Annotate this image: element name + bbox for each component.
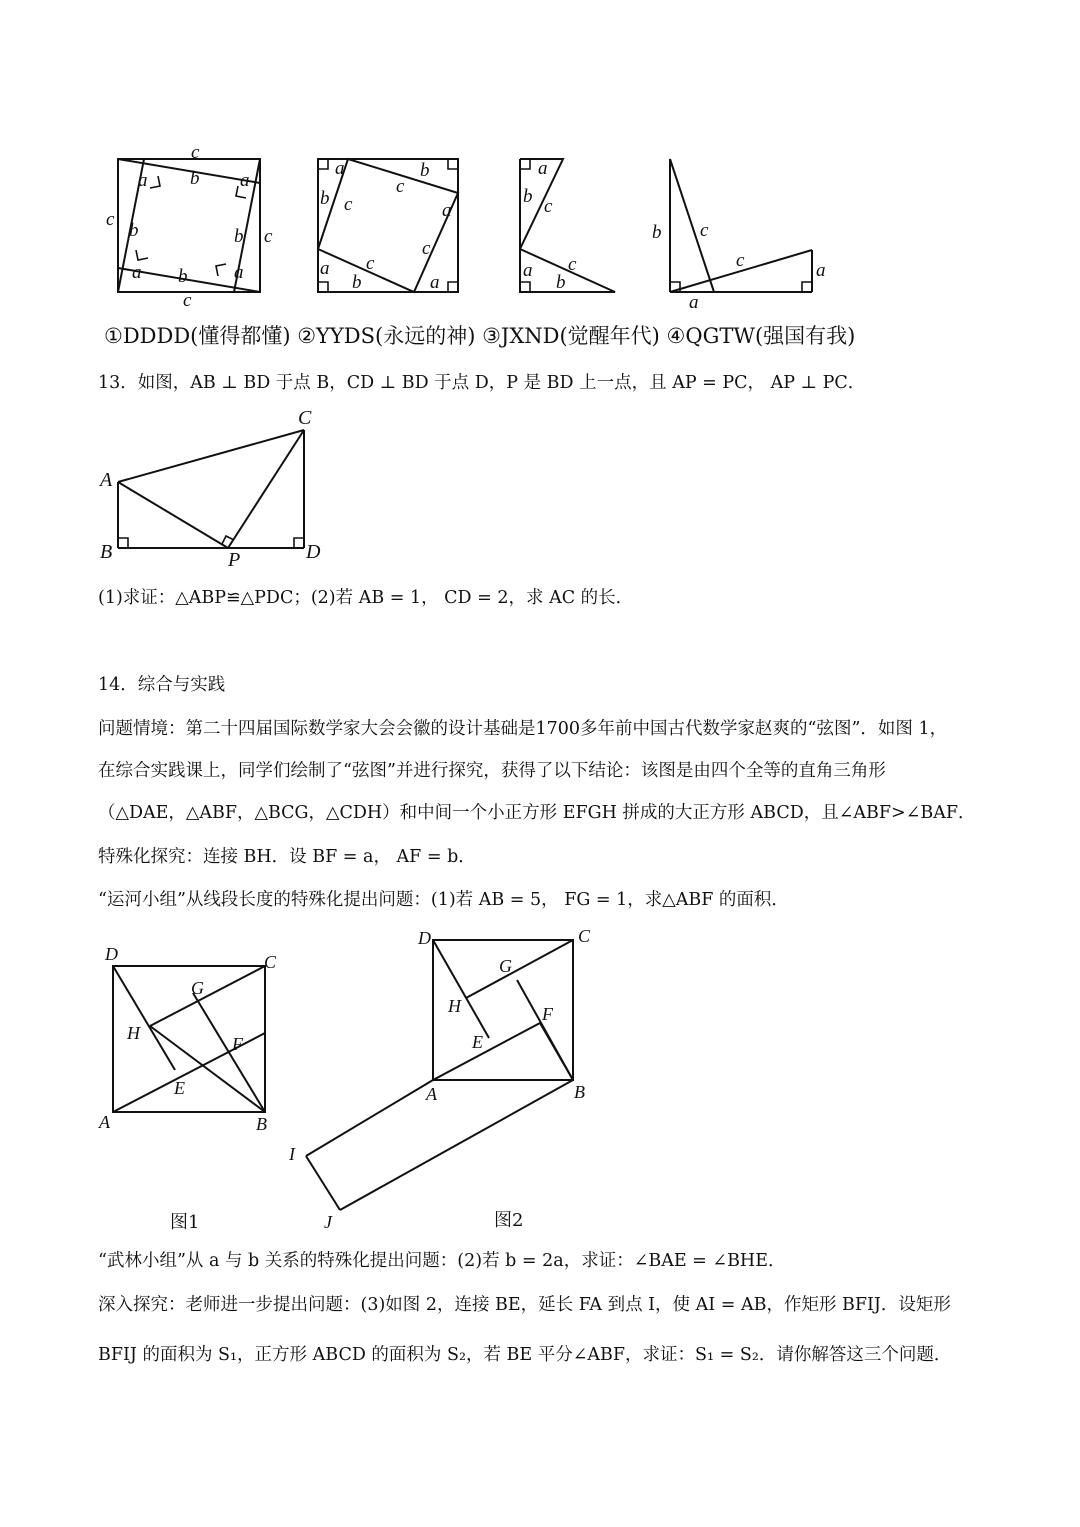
svg-text:G: G	[191, 978, 204, 998]
svg-text:B: B	[574, 1082, 585, 1102]
svg-text:A: A	[99, 1112, 110, 1132]
svg-text:a: a	[523, 260, 533, 281]
svg-text:H: H	[448, 996, 461, 1016]
svg-text:a: a	[234, 262, 244, 283]
q14-line-7: 深入探究：老师进一步提出问题：(3)如图 2，连接 BE，延长 FA 到点 I，使 AI = AB，作矩形 BFIJ．设矩形	[98, 1295, 951, 1315]
svg-text:c: c	[700, 220, 709, 241]
svg-text:c: c	[264, 226, 273, 247]
svg-text:B: B	[256, 1114, 267, 1134]
svg-text:b: b	[556, 272, 566, 293]
q14-line-8: BFIJ 的面积为 S₁，正方形 ABCD 的面积为 S₂，若 BE 平分∠ABF，求证：S₁ = S₂．请你解答这三个问题．	[98, 1345, 952, 1365]
svg-text:b: b	[652, 222, 662, 243]
svg-text:E: E	[472, 1032, 483, 1052]
svg-text:a: a	[132, 262, 142, 283]
svg-text:c: c	[422, 238, 431, 259]
svg-text:D: D	[418, 928, 431, 948]
svg-text:a: a	[689, 292, 699, 313]
q14-line-5: “运河小组”从线段长度的特殊化提出问题：(1)若 AB = 5， FG = 1，求△ABF 的面积．	[98, 890, 789, 910]
svg-text:a: a	[320, 258, 330, 279]
svg-text:c: c	[366, 253, 375, 274]
figure-q14-2	[288, 926, 591, 1232]
svg-text:D: D	[105, 944, 118, 964]
q14-line-3: （△DAE，△ABF，△BCG，△CDH）和中间一个小正方形 EFGH 拼成的大正方形 ABCD，且∠ABF>∠BAF．	[98, 803, 976, 823]
svg-text:J: J	[324, 1212, 332, 1232]
figure-qgtw	[652, 159, 826, 313]
svg-text:H: H	[127, 1023, 140, 1043]
svg-text:c: c	[106, 209, 115, 230]
svg-text:b: b	[352, 272, 362, 293]
svg-text:b: b	[129, 220, 139, 241]
svg-text:c: c	[396, 176, 405, 197]
figure-jxnd	[520, 158, 615, 293]
svg-text:b: b	[420, 160, 430, 181]
q13-parts: (1)求证：△ABP≌△PDC；(2)若 AB = 1， CD = 2，求 AC 的长．	[98, 588, 634, 608]
svg-text:I: I	[289, 1144, 295, 1164]
svg-text:B: B	[100, 541, 113, 563]
svg-text:A: A	[100, 469, 113, 491]
svg-text:b: b	[234, 226, 244, 247]
svg-text:a: a	[240, 170, 250, 191]
svg-text:C: C	[578, 926, 591, 946]
svg-text:F: F	[232, 1034, 243, 1054]
q14-line-2: 在综合实践课上，同学们绘制了“弦图”并进行探究，获得了以下结论：该图是由四个全等的直角三角形	[98, 761, 886, 781]
figure-q13	[98, 407, 321, 571]
svg-text:c: c	[183, 290, 192, 311]
svg-text:F: F	[542, 1004, 553, 1024]
svg-text:a: a	[138, 170, 148, 191]
svg-text:c: c	[344, 194, 353, 215]
svg-text:a: a	[816, 260, 826, 281]
svg-text:C: C	[298, 407, 312, 429]
fig2-caption: 图2	[494, 1210, 524, 1231]
svg-text:P: P	[228, 549, 241, 571]
q13-stem: 13．如图，AB ⊥ BD 于点 B，CD ⊥ BD 于点 D，P 是 BD 上一点，且 AP = PC， AP ⊥ PC．	[98, 373, 866, 393]
svg-text:a: a	[538, 158, 548, 179]
svg-text:E: E	[174, 1078, 185, 1098]
q14-line-6: “武林小组”从 a 与 b 关系的特殊化提出问题：(2)若 b = 2a，求证：∠BAE = ∠BHE．	[98, 1251, 786, 1271]
svg-text:b: b	[523, 186, 533, 207]
svg-text:G: G	[499, 956, 512, 976]
figure-legend: ①DDDD(懂得都懂) ②YYDS(永远的神) ③JXND(觉醒年代) ④QGTW(强国有我)	[104, 324, 856, 348]
fig1-caption: 图1	[170, 1212, 200, 1233]
svg-text:b: b	[320, 188, 330, 209]
svg-text:c: c	[736, 250, 745, 271]
svg-text:C: C	[264, 952, 277, 972]
svg-text:b: b	[190, 168, 200, 189]
figure-dddd	[106, 142, 273, 311]
svg-text:c: c	[191, 142, 200, 163]
svg-text:c: c	[544, 196, 553, 217]
figure-q14-1	[98, 944, 277, 1134]
svg-text:a: a	[335, 158, 345, 179]
q14-line-1: 问题情境：第二十四届国际数学家大会会徽的设计基础是1700多年前中国古代数学家赵爽的“弦图”．如图 1，	[98, 719, 948, 739]
figure-yyds	[318, 158, 458, 293]
svg-text:a: a	[442, 200, 452, 221]
q14-line-4: 特殊化探究：连接 BH．设 BF = a， AF = b．	[98, 847, 476, 867]
svg-text:b: b	[178, 266, 188, 287]
svg-text:D: D	[306, 541, 321, 563]
svg-text:c: c	[568, 254, 577, 275]
svg-text:a: a	[430, 272, 440, 293]
q14-title: 14．综合与实践	[98, 675, 226, 695]
svg-text:A: A	[426, 1084, 437, 1104]
